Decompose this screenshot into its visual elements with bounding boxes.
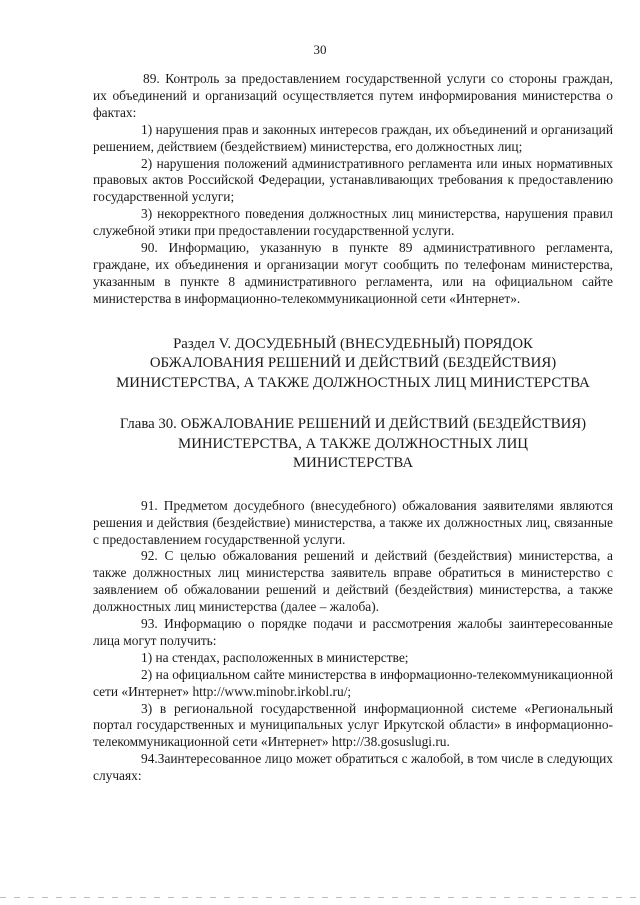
chapter-heading-line: МИНИСТЕРСТВА xyxy=(292,455,414,472)
list-item-93-3: 3) в региональной государственной информационной системе «Региональный портал государственных и муниципальных услуг Иркутской области» в информационно-телекоммуникационной сети «Интернет» http://38.gosuslugi.ru. xyxy=(93,700,613,750)
list-item-93-2: 2) на официальном сайте министерства в информационно-телекоммуникационной сети «Интернет» http://www.minobr.irkobl.ru/; xyxy=(93,666,613,699)
paragraph-94: 94.Заинтересованное лицо может обратиться с жалобой, в том числе в следующих случаях: xyxy=(93,751,613,784)
list-item-89-2: 2) нарушения положений административного регламента или иных нормативных правовых актов Российской Федерации, устанавливающих требования к предоставлению государственной услуги; xyxy=(93,155,613,205)
chapter-heading-line: МИНИСТЕРСТВА, А ТАКЖЕ ДОЛЖНОСТНЫХ ЛИЦ xyxy=(178,435,528,452)
section-heading-line: Раздел V. ДОСУДЕБНЫЙ (ВНЕСУДЕБНЫЙ) ПОРЯДОК xyxy=(173,335,533,352)
paragraph-93: 93. Информацию о порядке подачи и рассмотрения жалобы заинтересованные лица могут получить: xyxy=(93,616,613,648)
scan-edge-divider xyxy=(0,897,640,898)
paragraph-90: 90. Информацию, указанную в пункте 89 административного регламента, граждане, их объединения и организации могут сообщить по телефонам министерства, указанным в пункте 8 административного регламента, или на официальном сайте министерства в информационно-телекоммуникационной сети «Интернет». xyxy=(93,240,613,306)
document-body xyxy=(93,71,613,785)
paragraph-89: 89. Контроль за предоставлением государственной услуги со стороны граждан, их объединений и организаций осуществляется путем информирования министерства о фактах: xyxy=(93,71,613,120)
page-number: 30 xyxy=(313,42,327,57)
section-heading-line: МИНИСТЕРСТВА, А ТАКЖЕ ДОЛЖНОСТНЫХ ЛИЦ МИНИСТЕРСТВА xyxy=(116,374,590,391)
list-item-93-1: 1) на стендах, расположенных в министерстве; xyxy=(141,649,409,665)
section-heading xyxy=(93,335,613,394)
list-item-89-3: 3) некорректного поведения должностных лиц министерства, нарушения правил служебной этики при предоставлении государственной услуги. xyxy=(93,206,613,239)
paragraph-92: 92. С целью обжалования решений и действий (бездействия) министерства, а также должностных лиц министерства заявитель вправе обратиться в министерство с заявлением об обжаловании решений и действий (бездействия) министерства, а также должностных лиц министерства (далее – жалоба). xyxy=(93,548,613,615)
section-heading-line: ОБЖАЛОВАНИЯ РЕШЕНИЙ И ДЕЙСТВИЙ (БЕЗДЕЙСТВИЯ) xyxy=(149,355,557,372)
list-item-89-1: 1) нарушения прав и законных интересов граждан, их объединений и организаций решением, действием (бездействием) министерства, его должностных лиц; xyxy=(93,121,613,154)
spacer xyxy=(93,474,613,498)
paragraph-91: 91. Предметом досудебного (внесудебного) обжалования заявителями являются решения и действия (бездействие) министерства, а также их должностных лиц, связанные с предоставлением государственной услуги. xyxy=(93,497,613,547)
chapter-heading xyxy=(93,415,613,474)
chapter-heading-line: Глава 30. ОБЖАЛОВАНИЕ РЕШЕНИЙ И ДЕЙСТВИЙ (БЕЗДЕЙСТВИЯ) xyxy=(119,416,587,433)
